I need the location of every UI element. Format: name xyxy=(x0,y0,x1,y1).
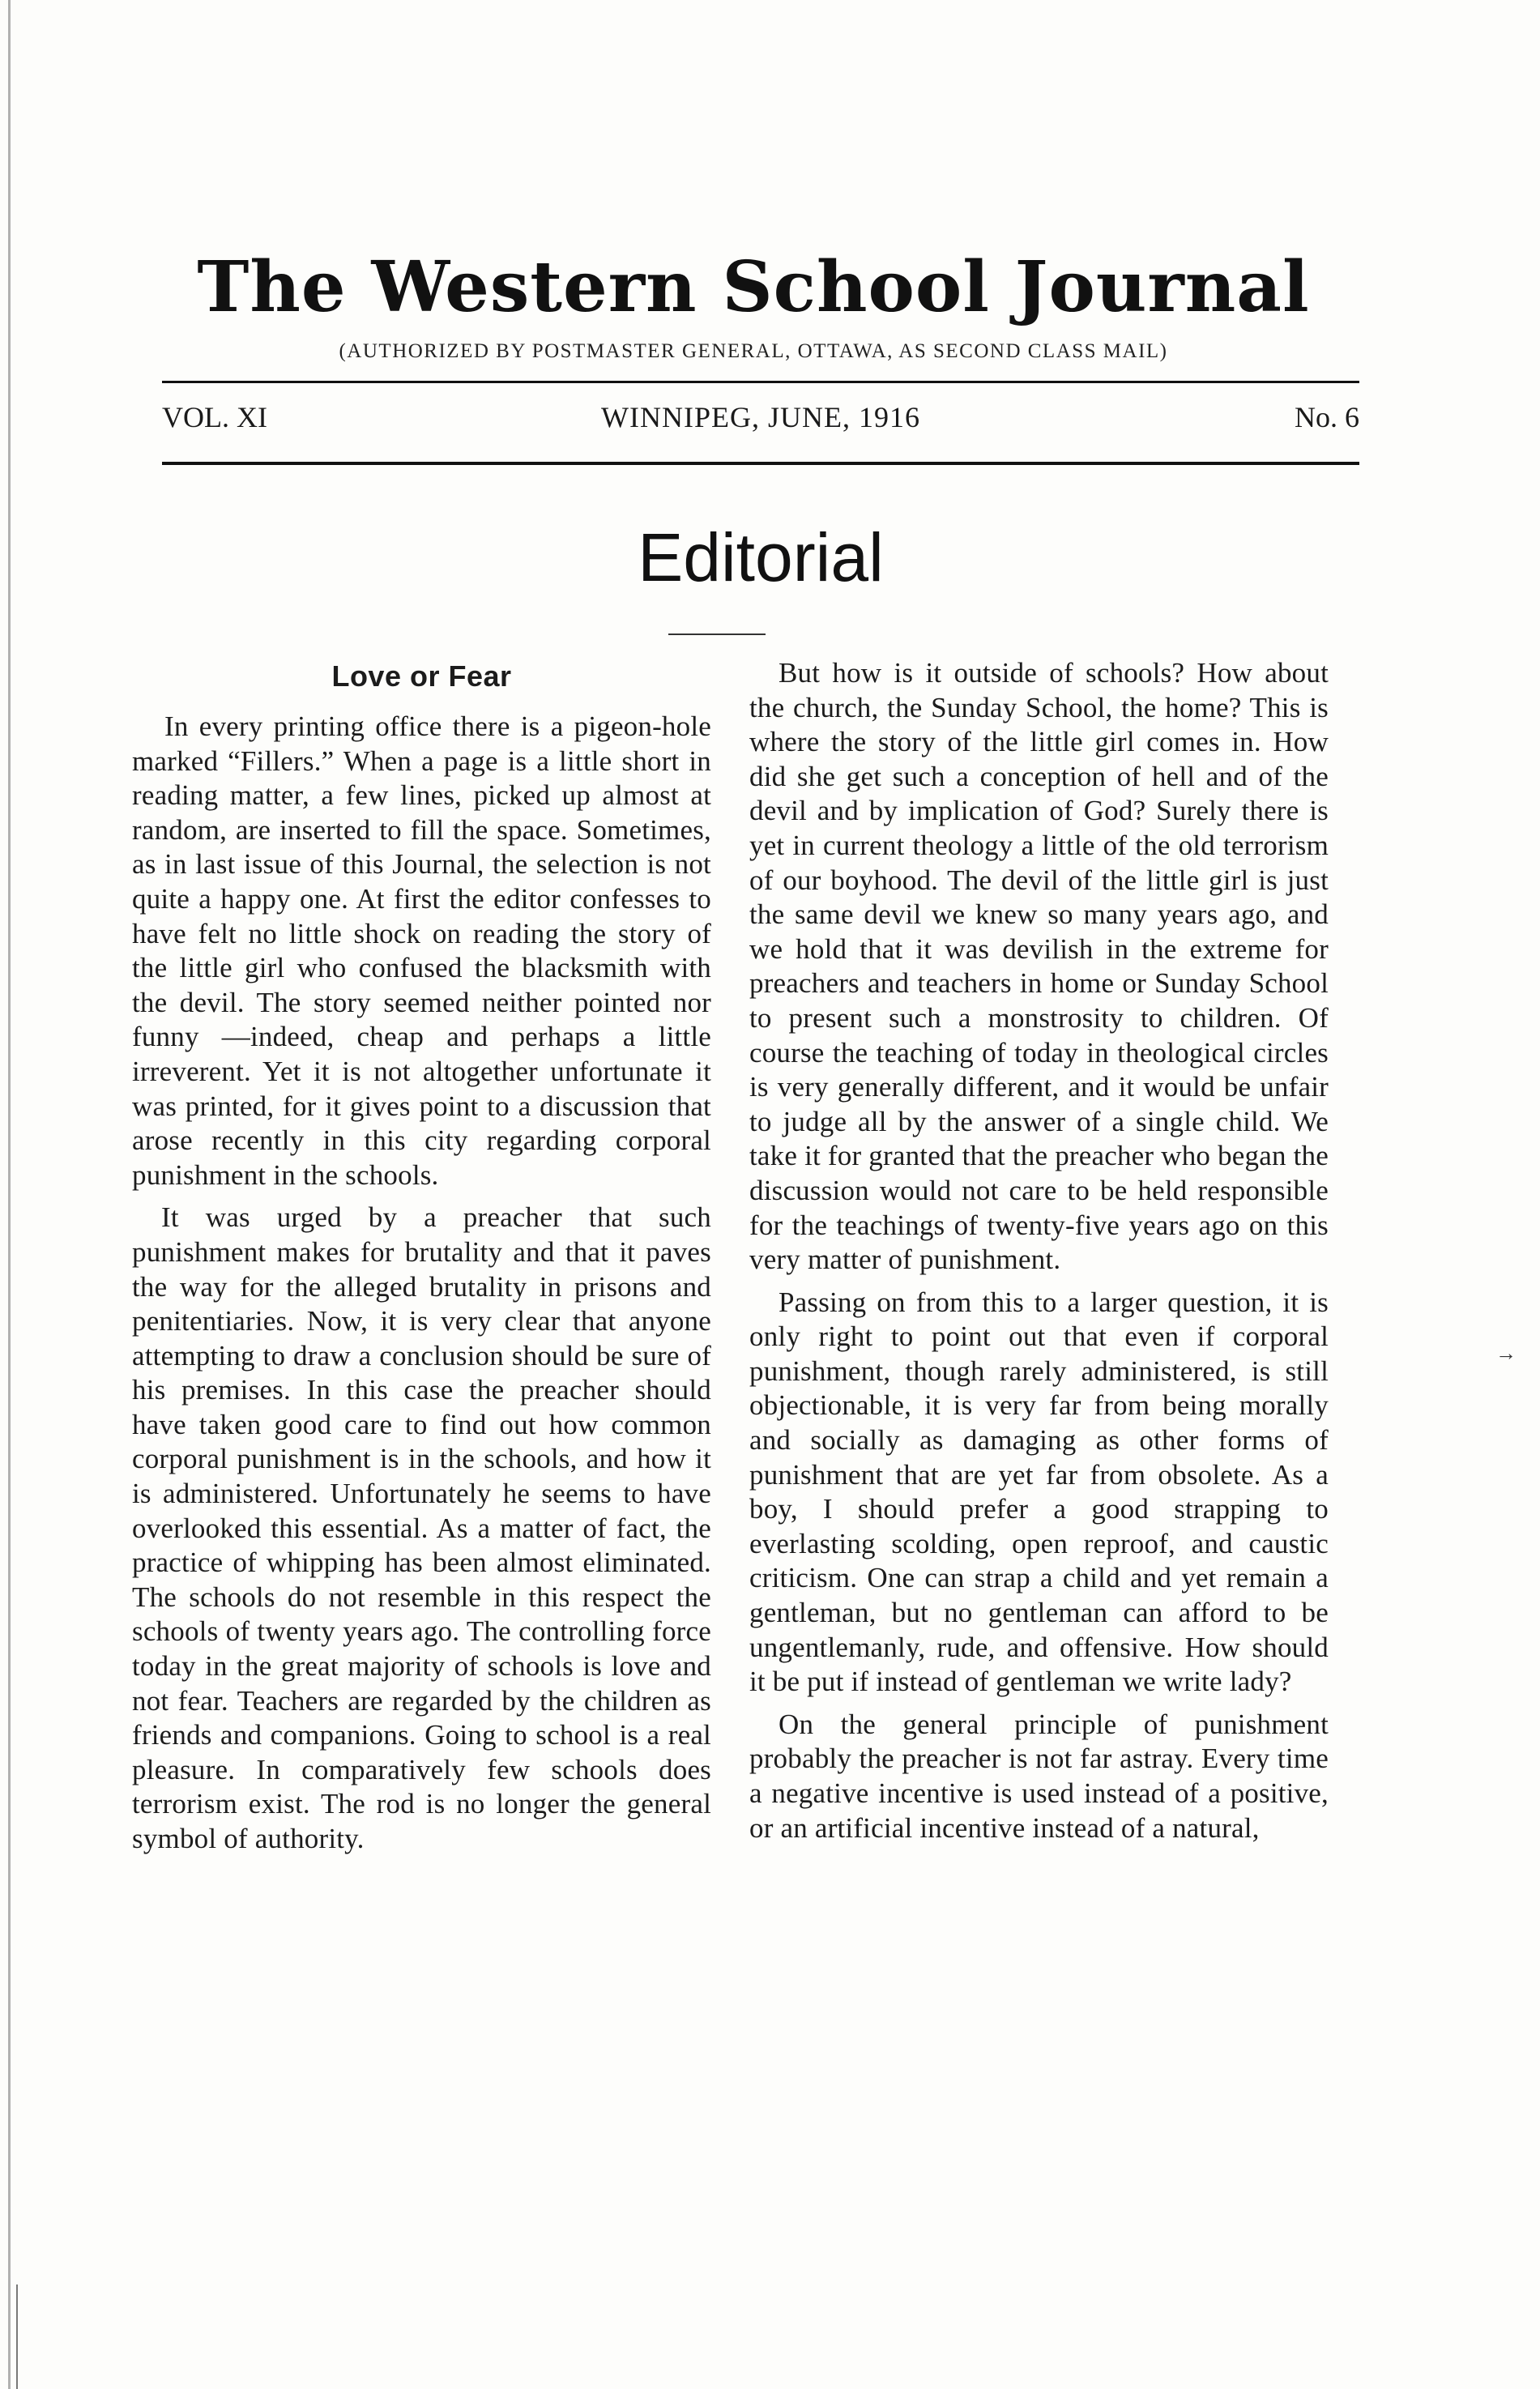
bottom-rule xyxy=(162,462,1359,465)
left-column xyxy=(132,658,711,1865)
page-edge-line xyxy=(8,0,11,2389)
journal-title: The Western School Journal xyxy=(197,246,1310,328)
section-title: Editorial xyxy=(638,519,884,595)
issue-line xyxy=(162,400,1359,439)
article-paragraph: But how is it outside of schools? How about the church, the Sunday School, the home? This is where the story of the little girl comes in. How did she get such a conception of hell and of the devil and by implication of God? Surely there is yet in current theology a little of the old terrorism of our boyhood. The devil of the little girl is just the same devil we knew so many years ago, and we hold that it was devilish in the extreme for preachers and teachers in home or Sunday School to present such a monstrosity to children. Of course the teaching of today in theological circles is very generally different, and it would be unfair to judge all by the answer of a single child. We take it for granted that the preacher who began the discussion would not care to be held responsible for the teachings of twenty-five years ago on this very matter of punishment. xyxy=(749,657,1329,1276)
right-column xyxy=(749,656,1329,1854)
masthead xyxy=(162,246,1345,363)
margin-arrow-mark: → xyxy=(1495,1342,1517,1365)
issue-number: No. 6 xyxy=(1295,401,1359,433)
volume-number: VOL. XI xyxy=(162,401,267,433)
mail-authorization: (AUTHORIZED BY POSTMASTER GENERAL, OTTAWA, AS SECOND CLASS MAIL) xyxy=(339,340,1168,362)
place-and-date: WINNIPEG, JUNE, 1916 xyxy=(601,401,920,433)
page-edge-mark xyxy=(16,2284,18,2389)
article-paragraph: It was urged by a preacher that such punishment makes for brutality and that it paves the way for the alleged brutality in prisons and penitentiaries. Now, it is very clear that anyone attempting to draw a conclusion should be sure of his premises. In this case the preacher should have taken good care to find out how common corporal punishment is in the schools, and how it is administered. Unfortunately he seems to have overlooked this essential. As a matter of fact, the practice of whipping has been almost eliminated. The schools do not resemble in this respect the schools of twenty years ago. The controlling force today in the great majority of schools is love and not fear. Teachers are regarded by the children as friends and companions. Going to school is a real pleasure. In comparatively few schools does terrorism exist. The rod is no longer the general symbol of authority. xyxy=(132,1201,711,1854)
section-divider xyxy=(668,634,766,635)
top-rule xyxy=(162,381,1359,383)
article-paragraph: In every printing office there is a pigeon-hole marked “Fillers.” When a page is a little short in reading matter, a few lines, picked up almost at random, are inserted to fill the space. Sometimes, as in last issue of this Journal, the selection is not quite a happy one. At first the editor confesses to have felt no little shock on reading the story of the little girl who confused the blacksmith with the devil. The story seemed neither pointed nor funny —indeed, cheap and perhaps a little irreverent. Yet it is not altogether unfortunate it was printed, for it gives point to a discussion that arose recently in this city regarding corporal punishment in the schools. xyxy=(132,710,711,1191)
article-paragraph: On the general principle of punishment probably the preacher is not far astray. Every time a negative incentive is used instead of a positive, or an artificial incentive instead of a natural, xyxy=(749,1708,1329,1844)
article-paragraph: Passing on from this to a larger question, it is only right to point out that even if corporal punishment, though rarely administered, is still objectionable, it is very far from being morally and socially as damaging as other forms of punishment that are yet far from obsolete. As a boy, I should prefer a good strapping to everlasting scolding, open reproof, and caustic criticism. One can strap a child and yet remain a gentleman, but no gentleman can afford to be ungentlemanly, rude, and offensive. How should it be put if instead of gentleman we write lady? xyxy=(749,1286,1329,1698)
article-heading: Love or Fear xyxy=(331,659,512,693)
